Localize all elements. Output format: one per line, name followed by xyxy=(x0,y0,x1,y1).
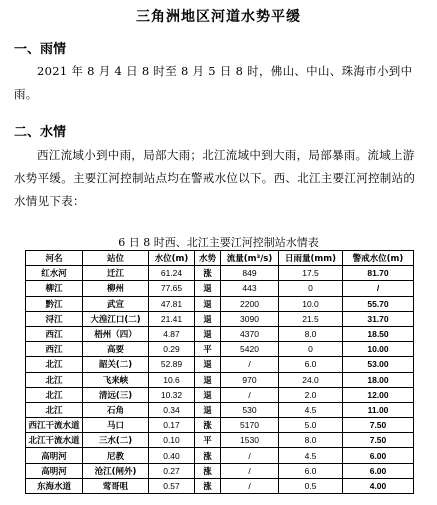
header-water-level: 水位(m) xyxy=(149,251,195,266)
cell-water-level: 0.10 xyxy=(149,433,195,448)
table-row xyxy=(26,402,414,417)
cell-daily-rainfall: 4.5 xyxy=(279,448,343,463)
cell-trend: 涨 xyxy=(195,266,221,281)
table-caption: 6 日 8 时西、北江主要江河控制站水情表 xyxy=(118,236,319,249)
cell-daily-rainfall: 4.5 xyxy=(279,402,343,417)
header-trend: 水势 xyxy=(195,251,221,266)
cell-river-name: 西江 xyxy=(26,342,83,357)
cell-warning-level: 53.00 xyxy=(343,357,414,372)
cell-river-name: 西江干流水道 xyxy=(26,418,83,433)
table-row xyxy=(26,418,414,433)
cell-station-name: 柳州 xyxy=(83,281,149,296)
table-row xyxy=(26,311,414,326)
cell-river-name: 东海水道 xyxy=(26,478,83,493)
cell-warning-level: 11.00 xyxy=(343,402,414,417)
header-flow: 流量(m³/s) xyxy=(221,251,279,266)
cell-station-name: 三水(二) xyxy=(83,433,149,448)
cell-station-name: 韶关(二) xyxy=(83,357,149,372)
cell-water-level: 47.81 xyxy=(149,296,195,311)
cell-daily-rainfall: 24.0 xyxy=(279,372,343,387)
cell-daily-rainfall: 21.5 xyxy=(279,311,343,326)
cell-station-name: 梧州（四） xyxy=(83,326,149,341)
cell-station-name: 飞来峡 xyxy=(83,372,149,387)
cell-station-name: 石角 xyxy=(83,402,149,417)
cell-flow: 443 xyxy=(221,281,279,296)
table-row xyxy=(26,433,414,448)
water-level-table xyxy=(25,250,414,494)
cell-trend: 涨 xyxy=(195,478,221,493)
table-row xyxy=(26,266,414,281)
cell-station-name: 武宣 xyxy=(83,296,149,311)
cell-warning-level: 55.70 xyxy=(343,296,414,311)
page-title: 三角洲地区河道水势平缓 xyxy=(136,9,301,25)
cell-daily-rainfall: 0 xyxy=(279,342,343,357)
cell-river-name: 浔江 xyxy=(26,311,83,326)
cell-warning-level: 18.50 xyxy=(343,326,414,341)
table-row xyxy=(26,342,414,357)
cell-trend: 涨 xyxy=(195,418,221,433)
cell-river-name: 柳江 xyxy=(26,281,83,296)
cell-water-level: 21.41 xyxy=(149,311,195,326)
cell-water-level: 61.24 xyxy=(149,266,195,281)
cell-flow: / xyxy=(221,448,279,463)
rain-paragraph: 2021 年 8 月 4 日 8 时至 8 月 5 日 8 时，佛山、中山、珠海市小到中雨。 xyxy=(14,64,413,101)
cell-warning-level: 7.50 xyxy=(343,433,414,448)
cell-flow: 849 xyxy=(221,266,279,281)
cell-station-name: 高要 xyxy=(83,342,149,357)
table-row xyxy=(26,463,414,478)
header-warning-level: 警戒水位(m) xyxy=(343,251,414,266)
table-row xyxy=(26,326,414,341)
cell-station-name: 大湟江口(二) xyxy=(83,311,149,326)
cell-water-level: 52.89 xyxy=(149,357,195,372)
header-station-name: 站位 xyxy=(83,251,149,266)
cell-water-level: 0.57 xyxy=(149,478,195,493)
cell-station-name: 清远(三) xyxy=(83,387,149,402)
cell-trend: 退 xyxy=(195,326,221,341)
cell-trend: 退 xyxy=(195,402,221,417)
cell-warning-level: / xyxy=(343,281,414,296)
cell-warning-level: 7.50 xyxy=(343,418,414,433)
cell-flow: 5170 xyxy=(221,418,279,433)
cell-station-name: 马口 xyxy=(83,418,149,433)
cell-water-level: 10.32 xyxy=(149,387,195,402)
cell-station-name: 迁江 xyxy=(83,266,149,281)
cell-daily-rainfall: 8.0 xyxy=(279,326,343,341)
cell-river-name: 北江 xyxy=(26,402,83,417)
cell-flow: / xyxy=(221,478,279,493)
section-heading-rain: 一、雨情 xyxy=(14,42,67,57)
header-daily-rainfall: 日雨量(mm) xyxy=(279,251,343,266)
section-heading-water: 二、水情 xyxy=(14,125,67,140)
cell-water-level: 0.17 xyxy=(149,418,195,433)
cell-water-level: 0.29 xyxy=(149,342,195,357)
cell-flow: 5420 xyxy=(221,342,279,357)
cell-station-name: 尼教 xyxy=(83,448,149,463)
cell-river-name: 北江 xyxy=(26,357,83,372)
cell-daily-rainfall: 6.0 xyxy=(279,357,343,372)
cell-daily-rainfall: 8.0 xyxy=(279,433,343,448)
cell-trend: 退 xyxy=(195,372,221,387)
cell-daily-rainfall: 0.5 xyxy=(279,478,343,493)
table-row xyxy=(26,296,414,311)
cell-trend: 退 xyxy=(195,357,221,372)
cell-river-name: 高明河 xyxy=(26,463,83,478)
cell-warning-level: 6.00 xyxy=(343,448,414,463)
cell-water-level: 0.40 xyxy=(149,448,195,463)
cell-river-name: 北江 xyxy=(26,372,83,387)
cell-trend: 涨 xyxy=(195,463,221,478)
table-header-row xyxy=(26,251,414,266)
cell-river-name: 黔江 xyxy=(26,296,83,311)
cell-flow: 2200 xyxy=(221,296,279,311)
cell-trend: 退 xyxy=(195,311,221,326)
cell-daily-rainfall: 0 xyxy=(279,281,343,296)
cell-trend: 平 xyxy=(195,342,221,357)
cell-river-name: 红水河 xyxy=(26,266,83,281)
cell-water-level: 0.34 xyxy=(149,402,195,417)
cell-river-name: 高明河 xyxy=(26,448,83,463)
cell-warning-level: 6.00 xyxy=(343,463,414,478)
cell-flow: 3090 xyxy=(221,311,279,326)
cell-river-name: 西江 xyxy=(26,326,83,341)
cell-flow: / xyxy=(221,387,279,402)
cell-flow: 4370 xyxy=(221,326,279,341)
cell-daily-rainfall: 5.0 xyxy=(279,418,343,433)
table-row xyxy=(26,448,414,463)
cell-water-level: 10.6 xyxy=(149,372,195,387)
cell-flow: / xyxy=(221,463,279,478)
cell-water-level: 77.65 xyxy=(149,281,195,296)
cell-daily-rainfall: 10.0 xyxy=(279,296,343,311)
cell-river-name: 北江 xyxy=(26,387,83,402)
cell-trend: 涨 xyxy=(195,448,221,463)
cell-flow: / xyxy=(221,357,279,372)
cell-trend: 平 xyxy=(195,433,221,448)
table-row xyxy=(26,478,414,493)
header-river-name: 河名 xyxy=(26,251,83,266)
cell-warning-level: 10.00 xyxy=(343,342,414,357)
cell-trend: 退 xyxy=(195,296,221,311)
table-row xyxy=(26,387,414,402)
cell-warning-level: 31.70 xyxy=(343,311,414,326)
cell-trend: 退 xyxy=(195,281,221,296)
cell-daily-rainfall: 6.0 xyxy=(279,463,343,478)
cell-flow: 970 xyxy=(221,372,279,387)
cell-warning-level: 4.00 xyxy=(343,478,414,493)
table-row xyxy=(26,281,414,296)
cell-daily-rainfall: 17.5 xyxy=(279,266,343,281)
cell-trend: 退 xyxy=(195,387,221,402)
cell-station-name: 莺哥咀 xyxy=(83,478,149,493)
cell-warning-level: 18.00 xyxy=(343,372,414,387)
water-paragraph: 西江流域小到中雨，局部大雨；北江流域中到大雨，局部暴雨。流域上游水势平缓。主要江河控制站点均在警戒水位以下。西、北江主要江河控制站的水情见下表： xyxy=(14,148,416,208)
cell-station-name: 沧江(闸外) xyxy=(83,463,149,478)
cell-water-level: 4.87 xyxy=(149,326,195,341)
cell-flow: 530 xyxy=(221,402,279,417)
table-row xyxy=(26,372,414,387)
cell-warning-level: 81.70 xyxy=(343,266,414,281)
cell-daily-rainfall: 2.0 xyxy=(279,387,343,402)
table-row xyxy=(26,357,414,372)
cell-water-level: 0.27 xyxy=(149,463,195,478)
cell-flow: 1530 xyxy=(221,433,279,448)
cell-river-name: 北江干流水道 xyxy=(26,433,83,448)
cell-warning-level: 12.00 xyxy=(343,387,414,402)
